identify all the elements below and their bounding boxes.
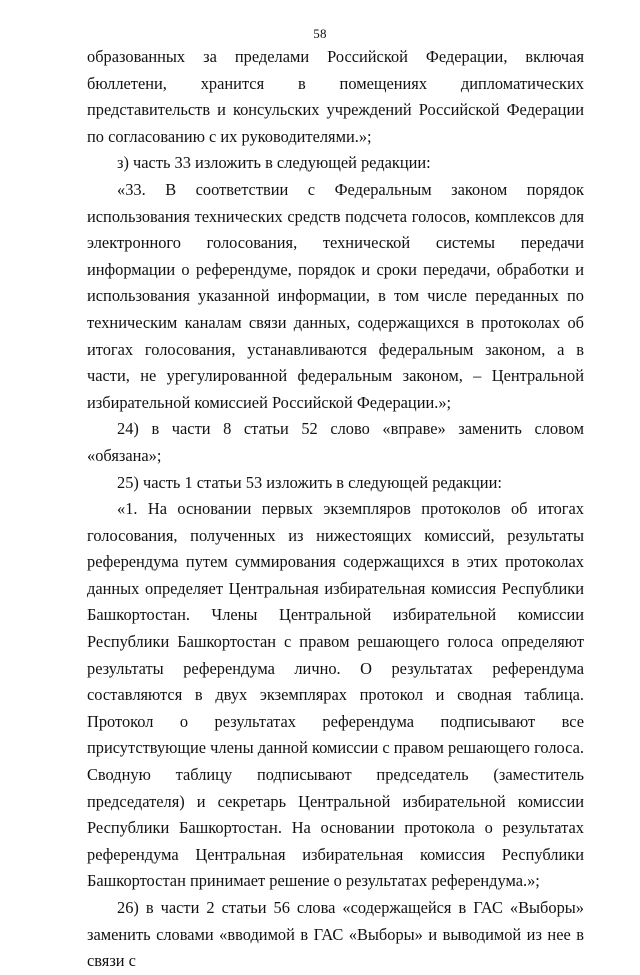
paragraph-continuation: образованных за пределами Российской Федерации, включая бюллетени, хранится в помещениях дипломатических представительств и консульских учреждений Российской Федерации по согласованию с их руководителями.»; <box>87 47 584 146</box>
page-number: 58 <box>313 26 327 41</box>
paragraph-item-24: 24) в части 8 статьи 52 слово «вправе» заменить словом «обязана»; <box>87 419 584 465</box>
paragraph-item-26: 26) в части 2 статьи 56 слова «содержащейся в ГАС «Выборы» заменить словами «вводимой в ГАС «Выборы» и выводимой из нее в связи с <box>87 898 584 971</box>
paragraph-item-z: з) часть 33 изложить в следующей редакции: <box>117 153 431 173</box>
paragraph-item-25: 25) часть 1 статьи 53 изложить в следующей редакции: <box>117 472 502 492</box>
paragraph-part-1: «1. На основании первых экземпляров протоколов об итогах голосования, полученных из нижестоящих комиссий, результаты референдума путем суммирования содержащихся в этих протоколах данных определяет Центральная избирательная комиссия Республики Башкортостан. Члены Центральной избирательной комиссии Республики Башкортостан с правом решающего голоса определяют результаты референдума лично. О результатах референдума составляются в двух экземплярах протокол и сводная таблица. Протокол о результатах референдума подписывают все присутствующие члены данной комиссии с правом решающего голоса. Сводную таблицу подписывают председатель (заместитель председателя) и секретарь Центральной избирательной комиссии Республики Башкортостан. На основании протокола о результатах референдума Центральная избирательная комиссия Республики Башкортостан принимает решение о результатах референдума.»; <box>87 499 584 891</box>
document-body <box>87 44 584 975</box>
paragraph-part-33: «33. В соответствии с Федеральным законом порядок использования технических средств подсчета голосов, комплексов для электронного голосования, технической системы передачи информации о референдуме, порядок и сроки передачи, обработки и использования указанной информации, в том числе переданных по техническим каналам связи данных, содержащихся в протоколах об итогах голосования, устанавливаются федеральным законом, а в части, не урегулированной федеральным законом, – Центральной избирательной комиссией Российской Федерации.»; <box>87 179 584 412</box>
